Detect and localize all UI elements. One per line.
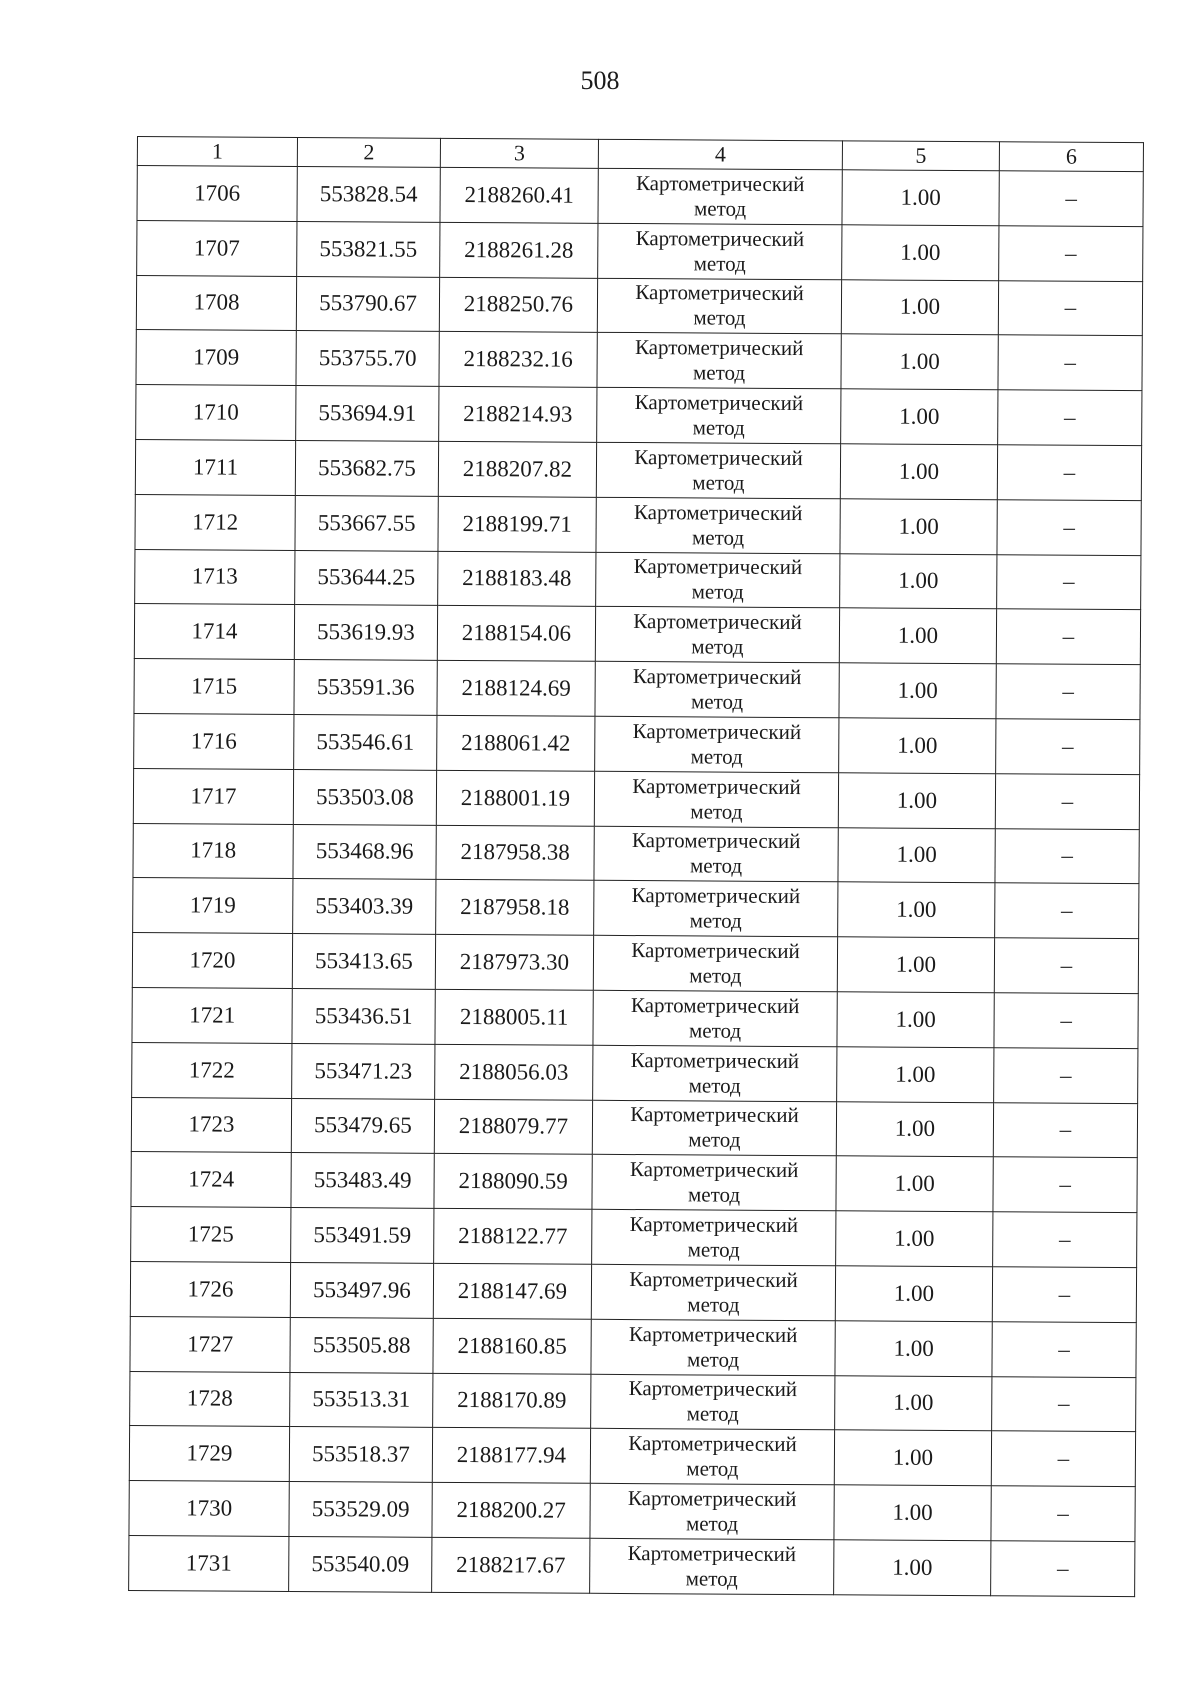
y-coordinate-cell: 2188079.77: [434, 1099, 592, 1155]
method-line-1: Картометрический: [627, 1486, 797, 1512]
point-number-cell: 1709: [136, 330, 296, 386]
point-number-cell: 1721: [132, 987, 292, 1043]
point-number-cell: 1726: [130, 1261, 290, 1317]
method-cell: [593, 1045, 837, 1101]
y-coordinate-cell: 2188250.76: [439, 277, 597, 333]
note-cell: –: [997, 554, 1141, 610]
x-coordinate-cell: 553403.39: [293, 879, 436, 935]
method-cell: [592, 1100, 836, 1156]
method-line-2: метод: [686, 1456, 739, 1481]
method-line-1: Картометрический: [633, 499, 803, 525]
x-coordinate-cell: 553529.09: [289, 1482, 432, 1538]
method-line-1: Картометрический: [630, 992, 800, 1018]
x-coordinate-cell: 553591.36: [294, 660, 437, 716]
accuracy-cell: 1.00: [839, 718, 996, 774]
method-line-2: метод: [690, 744, 743, 769]
method-line-1: Картометрический: [634, 444, 803, 470]
accuracy-cell: 1.00: [837, 937, 994, 993]
method-cell: [594, 826, 838, 882]
point-number-cell: 1707: [137, 220, 297, 276]
point-number-cell: 1710: [136, 385, 296, 441]
accuracy-cell: 1.00: [836, 1101, 993, 1157]
accuracy-cell: 1.00: [841, 279, 998, 335]
table-row: [135, 494, 1141, 555]
note-cell: –: [996, 664, 1140, 720]
y-coordinate-cell: 2187958.18: [436, 880, 594, 936]
method-cell: [596, 552, 840, 608]
accuracy-cell: 1.00: [836, 1211, 993, 1267]
accuracy-cell: 1.00: [840, 444, 997, 500]
method-line-2: метод: [687, 1292, 740, 1317]
note-cell: –: [993, 1157, 1137, 1213]
method-cell: [598, 168, 842, 224]
y-coordinate-cell: 2188261.28: [440, 222, 598, 278]
table-row: [132, 933, 1138, 994]
point-number-cell: 1718: [133, 823, 293, 879]
method-line-1: Картометрический: [629, 1157, 799, 1183]
accuracy-cell: 1.00: [842, 225, 999, 281]
y-coordinate-cell: 2188122.77: [434, 1208, 592, 1264]
method-cell: [596, 442, 840, 498]
x-coordinate-cell: 553546.61: [294, 714, 437, 770]
method-cell: [595, 661, 839, 717]
x-coordinate-cell: 553497.96: [290, 1262, 433, 1318]
accuracy-cell: 1.00: [837, 1047, 994, 1103]
y-coordinate-cell: 2188199.71: [438, 496, 596, 552]
point-number-cell: 1717: [133, 768, 293, 824]
accuracy-cell: 1.00: [834, 1485, 991, 1541]
table-row: [134, 604, 1140, 665]
method-line-1: Картометрический: [630, 1047, 800, 1073]
method-line-1: Картометрический: [632, 718, 802, 744]
method-line-2: метод: [693, 251, 746, 276]
table-row: [133, 878, 1139, 939]
note-cell: –: [997, 445, 1141, 501]
accuracy-cell: 1.00: [834, 1430, 991, 1486]
method-line-1: Картометрический: [630, 1102, 799, 1128]
method-cell: [592, 1209, 836, 1265]
table-row: [134, 713, 1140, 774]
note-cell: –: [992, 1321, 1136, 1377]
y-coordinate-cell: 2188260.41: [440, 167, 598, 223]
method-cell: [590, 1429, 834, 1485]
table-row: [129, 1426, 1135, 1487]
method-line-2: метод: [693, 305, 746, 331]
x-coordinate-cell: 553518.37: [289, 1427, 432, 1483]
method-cell: [596, 497, 840, 553]
point-number-cell: 1713: [135, 549, 295, 605]
method-line-1: Картометрический: [627, 1540, 797, 1566]
table-row: [135, 549, 1141, 610]
accuracy-cell: 1.00: [839, 663, 996, 719]
method-line-1: Картометрический: [631, 883, 801, 909]
x-coordinate-cell: 553491.59: [291, 1208, 434, 1264]
x-coordinate-cell: 553619.93: [294, 605, 437, 661]
note-cell: –: [991, 1486, 1135, 1542]
method-line-2: метод: [689, 908, 742, 933]
x-coordinate-cell: 553513.31: [290, 1372, 433, 1428]
y-coordinate-cell: 2187958.38: [436, 825, 594, 881]
point-number-cell: 1730: [129, 1481, 289, 1537]
note-cell: –: [999, 171, 1143, 227]
accuracy-cell: 1.00: [840, 499, 997, 555]
table-row: [132, 1042, 1138, 1103]
method-cell: [591, 1319, 835, 1375]
note-cell: –: [994, 938, 1138, 994]
note-cell: –: [998, 335, 1142, 391]
method-line-2: метод: [688, 1127, 741, 1153]
y-coordinate-cell: 2188005.11: [435, 989, 593, 1045]
y-coordinate-cell: 2188056.03: [435, 1044, 593, 1100]
x-coordinate-cell: 553436.51: [292, 988, 435, 1044]
method-line-2: метод: [691, 525, 745, 550]
x-coordinate-cell: 553505.88: [290, 1317, 433, 1373]
point-number-cell: 1727: [130, 1316, 290, 1372]
x-coordinate-cell: 553471.23: [292, 1043, 435, 1099]
note-cell: –: [996, 609, 1140, 665]
method-cell: [595, 607, 839, 663]
point-number-cell: 1728: [130, 1371, 290, 1427]
x-coordinate-cell: 553828.54: [297, 166, 440, 222]
method-cell: [598, 223, 842, 279]
method-line-2: метод: [686, 1401, 739, 1427]
point-number-cell: 1729: [129, 1426, 289, 1482]
page-number: 508: [580, 66, 620, 95]
x-coordinate-cell: 553694.91: [296, 386, 439, 442]
note-cell: –: [999, 226, 1143, 282]
point-number-cell: 1706: [137, 166, 297, 222]
x-coordinate-cell: 553540.09: [289, 1536, 432, 1592]
method-line-1: Картометрический: [635, 280, 804, 306]
accuracy-cell: 1.00: [838, 827, 995, 883]
note-cell: –: [995, 774, 1139, 830]
method-cell: [590, 1538, 834, 1594]
note-cell: –: [994, 993, 1138, 1049]
method-line-1: Картометрический: [635, 170, 805, 196]
method-line-2: метод: [693, 196, 747, 221]
table-row: [130, 1316, 1136, 1377]
x-coordinate-cell: 553468.96: [293, 824, 436, 880]
table-row: [136, 275, 1142, 336]
y-coordinate-cell: 2188177.94: [432, 1428, 590, 1484]
y-coordinate-cell: 2188124.69: [437, 661, 595, 717]
table-row: [133, 823, 1139, 884]
point-number-cell: 1714: [134, 604, 294, 660]
method-line-1: Картометрический: [632, 664, 802, 690]
y-coordinate-cell: 2188154.06: [437, 606, 595, 662]
table-row: [137, 220, 1143, 281]
point-number-cell: 1712: [135, 494, 295, 550]
method-line-2: метод: [690, 689, 744, 714]
method-line-2: метод: [691, 579, 744, 605]
note-cell: –: [997, 500, 1141, 556]
x-coordinate-cell: 553821.55: [297, 221, 440, 277]
method-line-1: Картометрический: [629, 1212, 799, 1238]
column-header-1: 1: [137, 137, 297, 167]
note-cell: –: [998, 280, 1142, 336]
method-line-1: Картометрический: [634, 335, 804, 361]
method-line-1: Картометрический: [632, 773, 801, 799]
accuracy-cell: 1.00: [835, 1375, 992, 1431]
y-coordinate-cell: 2188200.27: [432, 1482, 590, 1538]
table-row: [130, 1261, 1136, 1322]
method-line-2: метод: [692, 415, 745, 440]
method-line-1: Картометрический: [628, 1321, 798, 1347]
table-row: [136, 330, 1142, 391]
accuracy-cell: 1.00: [841, 334, 998, 390]
table-row: [129, 1535, 1135, 1596]
method-cell: [592, 1155, 836, 1211]
accuracy-cell: 1.00: [839, 608, 996, 664]
method-line-1: Картометрический: [633, 554, 803, 580]
method-cell: [590, 1483, 834, 1539]
x-coordinate-cell: 553755.70: [296, 331, 439, 387]
method-line-1: Картометрический: [633, 609, 802, 635]
method-cell: [594, 881, 838, 937]
x-coordinate-cell: 553413.65: [292, 934, 435, 990]
method-cell: [595, 716, 839, 772]
table-row: [135, 439, 1141, 500]
y-coordinate-cell: 2188207.82: [438, 441, 596, 497]
note-cell: –: [993, 1212, 1137, 1268]
note-cell: –: [995, 883, 1139, 939]
method-cell: [593, 935, 837, 991]
column-header-3: 3: [440, 138, 598, 168]
column-header-4: 4: [598, 139, 842, 169]
y-coordinate-cell: 2188214.93: [439, 387, 597, 443]
method-cell: [591, 1374, 835, 1430]
y-coordinate-cell: 2188170.89: [433, 1373, 591, 1429]
accuracy-cell: 1.00: [838, 882, 995, 938]
accuracy-cell: 1.00: [838, 773, 995, 829]
table-row: [131, 1207, 1137, 1268]
x-coordinate-cell: 553644.25: [295, 550, 438, 606]
y-coordinate-cell: 2188232.16: [439, 332, 597, 388]
y-coordinate-cell: 2188147.69: [433, 1263, 591, 1319]
note-cell: –: [991, 1431, 1135, 1487]
method-line-2: метод: [685, 1511, 739, 1536]
y-coordinate-cell: 2188217.67: [432, 1537, 590, 1593]
method-line-2: метод: [690, 799, 743, 824]
y-coordinate-cell: 2188001.19: [436, 770, 594, 826]
coordinates-table: [128, 136, 1144, 1597]
point-number-cell: 1720: [132, 933, 292, 989]
note-cell: –: [993, 1102, 1137, 1158]
method-line-1: Картометрический: [628, 1376, 798, 1402]
method-line-1: Картометрический: [635, 225, 805, 251]
point-number-cell: 1725: [131, 1207, 291, 1263]
note-cell: –: [991, 1541, 1135, 1597]
method-line-2: метод: [688, 1073, 741, 1098]
method-cell: [597, 278, 841, 334]
point-number-cell: 1719: [133, 878, 293, 934]
method-cell: [597, 388, 841, 444]
method-line-2: метод: [689, 853, 743, 879]
table-body: [129, 166, 1144, 1597]
x-coordinate-cell: 553667.55: [295, 495, 438, 551]
x-coordinate-cell: 553503.08: [293, 769, 436, 825]
point-number-cell: 1723: [131, 1097, 291, 1153]
point-number-cell: 1724: [131, 1152, 291, 1208]
method-line-2: метод: [687, 1237, 740, 1262]
table-row: [131, 1152, 1137, 1213]
table-row: [136, 385, 1142, 446]
method-line-2: метод: [685, 1566, 738, 1591]
y-coordinate-cell: 2188183.48: [438, 551, 596, 607]
table-row: [134, 659, 1140, 720]
y-coordinate-cell: 2188160.85: [433, 1318, 591, 1374]
note-cell: –: [994, 1048, 1138, 1104]
method-line-1: Картометрический: [634, 390, 804, 416]
table-row: [129, 1481, 1135, 1542]
x-coordinate-cell: 553682.75: [295, 440, 438, 496]
table-row: [130, 1371, 1136, 1432]
note-cell: –: [995, 828, 1139, 884]
method-line-1: Картометрический: [628, 1431, 797, 1457]
accuracy-cell: 1.00: [840, 553, 997, 609]
method-cell: [594, 771, 838, 827]
point-number-cell: 1731: [129, 1535, 289, 1591]
y-coordinate-cell: 2188090.59: [434, 1154, 592, 1210]
accuracy-cell: 1.00: [837, 992, 994, 1048]
accuracy-cell: 1.00: [835, 1321, 992, 1377]
method-line-2: метод: [689, 963, 742, 988]
table-row: [132, 987, 1138, 1048]
note-cell: –: [992, 1376, 1136, 1432]
note-cell: –: [996, 719, 1140, 775]
table-row: [137, 166, 1143, 227]
method-line-2: метод: [688, 1018, 742, 1043]
method-line-2: метод: [686, 1347, 740, 1372]
accuracy-cell: 1.00: [841, 389, 998, 445]
accuracy-cell: 1.00: [835, 1266, 992, 1322]
y-coordinate-cell: 2188061.42: [437, 715, 595, 771]
method-line-1: Картометрический: [631, 828, 801, 854]
method-line-2: метод: [692, 360, 746, 386]
method-line-2: метод: [692, 470, 745, 495]
point-number-cell: 1708: [136, 275, 296, 331]
column-header-6: 6: [999, 142, 1143, 172]
accuracy-cell: 1.00: [834, 1540, 991, 1596]
x-coordinate-cell: 553479.65: [291, 1098, 434, 1154]
accuracy-cell: 1.00: [842, 170, 999, 226]
y-coordinate-cell: 2187973.30: [435, 934, 593, 990]
note-cell: –: [998, 390, 1142, 446]
method-line-2: метод: [687, 1182, 741, 1207]
table-row: [133, 768, 1139, 829]
accuracy-cell: 1.00: [836, 1156, 993, 1212]
table-row: [131, 1097, 1137, 1158]
method-cell: [593, 990, 837, 1046]
x-coordinate-cell: 553483.49: [291, 1153, 434, 1209]
method-line-1: Картометрический: [629, 1266, 798, 1292]
x-coordinate-cell: 553790.67: [296, 276, 439, 332]
point-number-cell: 1711: [135, 439, 295, 495]
method-cell: [591, 1264, 835, 1320]
point-number-cell: 1716: [134, 713, 294, 769]
point-number-cell: 1722: [132, 1042, 292, 1098]
method-line-2: метод: [691, 634, 744, 659]
method-line-1: Картометрический: [631, 938, 800, 964]
method-cell: [597, 333, 841, 389]
column-header-5: 5: [842, 141, 999, 171]
column-header-2: 2: [297, 137, 440, 167]
note-cell: –: [992, 1267, 1136, 1323]
point-number-cell: 1715: [134, 659, 294, 715]
